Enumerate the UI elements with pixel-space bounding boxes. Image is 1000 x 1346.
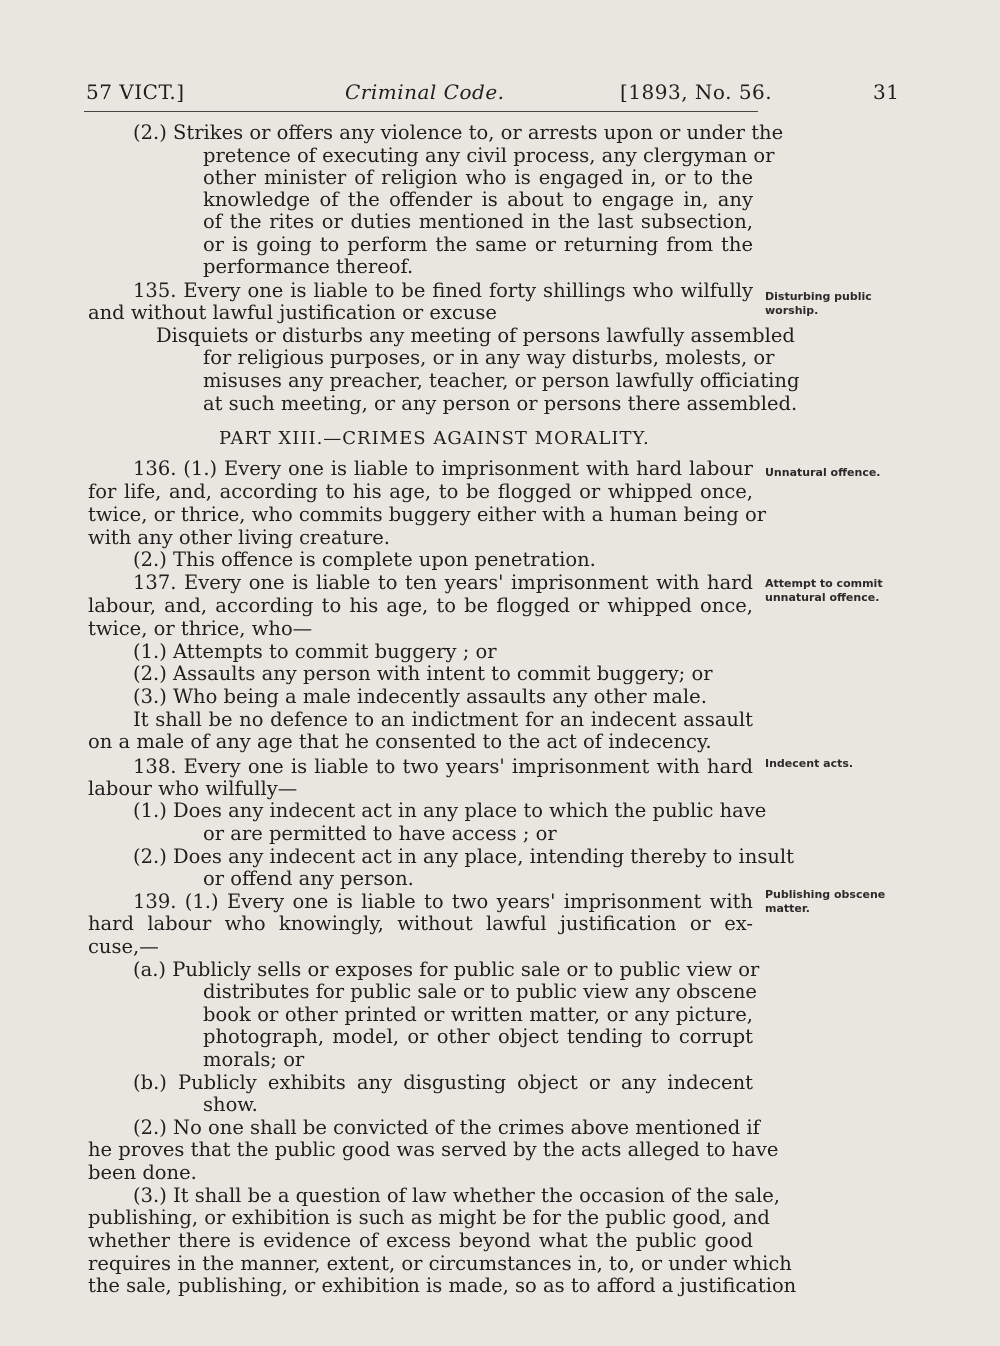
text-line: labour who wilfully— bbox=[88, 777, 298, 800]
text-line: knowledge of the offender is about to engage in, any bbox=[203, 188, 753, 211]
text-line: hard labour who knowingly, without lawful justification or ex- bbox=[88, 912, 753, 935]
text-line: (2.) No one shall be convicted of the crimes above mentioned if bbox=[133, 1116, 760, 1139]
text-line: publishing, or exhibition is such as might be for the public good, and bbox=[88, 1206, 770, 1229]
header-year-number: [1893, No. 56. bbox=[620, 80, 773, 104]
text-line: (b.) Publicly exhibits any disgusting object or any indecent bbox=[133, 1071, 753, 1094]
text-line: misuses any preacher, teacher, or person lawfully officiating bbox=[203, 369, 800, 392]
text-line: he proves that the public good was served by the acts alleged to have bbox=[88, 1138, 779, 1161]
text-line: distributes for public sale or to public view any obscene bbox=[203, 980, 757, 1003]
text-line: or are permitted to have access ; or bbox=[203, 822, 557, 845]
text-line: show. bbox=[203, 1093, 258, 1116]
part-heading: PART XIII.—CRIMES AGAINST MORALITY. bbox=[219, 428, 650, 449]
text-line: (1.) Attempts to commit buggery ; or bbox=[133, 640, 497, 663]
text-line: Disquiets or disturbs any meeting of persons lawfully assembled bbox=[156, 324, 795, 347]
text-line: twice, or thrice, who commits buggery either with a human being or bbox=[88, 503, 767, 526]
text-line: (3.) It shall be a question of law whether the occasion of the sale, bbox=[133, 1184, 780, 1207]
section-135-start: 135. Every one is liable to be fined forty shillings who wilfully bbox=[133, 279, 753, 302]
text-line: (3.) Who being a male indecently assaults any other male. bbox=[133, 685, 707, 708]
section-139-start: 139. (1.) Every one is liable to two years' imprisonment with bbox=[133, 890, 753, 913]
text-line: (2.) Strikes or offers any violence to, or arrests upon or under the bbox=[133, 121, 784, 144]
text-line: (2.) Assaults any person with intent to commit buggery; or bbox=[133, 662, 713, 685]
header-act: 57 VICT.] bbox=[86, 80, 185, 104]
side-note: Attempt to commit unnatural offence. bbox=[765, 577, 883, 604]
text-line: for religious purposes, or in any way disturbs, molests, or bbox=[203, 346, 775, 369]
text-line: cuse,— bbox=[88, 935, 159, 958]
text-line: and without lawful justification or excuse bbox=[88, 301, 497, 324]
text-line: of the rites or duties mentioned in the last subsection, bbox=[203, 210, 753, 233]
page-number: 31 bbox=[873, 80, 900, 104]
text-line: (a.) Publicly sells or exposes for public sale or to public view or bbox=[133, 958, 760, 981]
header-rule bbox=[84, 111, 758, 112]
section-136-start: 136. (1.) Every one is liable to imprisonment with hard labour bbox=[133, 457, 753, 480]
text-line: whether there is evidence of excess beyond what the public good bbox=[88, 1229, 753, 1252]
text-line: twice, or thrice, who— bbox=[88, 617, 313, 640]
text-line: for life, and, according to his age, to be flogged or whipped once, bbox=[88, 480, 753, 503]
header-title: Criminal Code. bbox=[345, 80, 505, 104]
text-line: at such meeting, or any person or persons there assembled. bbox=[203, 392, 798, 415]
text-line: or offend any person. bbox=[203, 867, 414, 890]
text-line: book or other printed or written matter, or any picture, bbox=[203, 1003, 753, 1026]
side-note: Publishing obscene matter. bbox=[765, 888, 886, 915]
text-line: other minister of religion who is engaged in, or to the bbox=[203, 166, 753, 189]
text-line: morals; or bbox=[203, 1048, 305, 1071]
text-line: or is going to perform the same or returning from the bbox=[203, 233, 753, 256]
text-line: requires in the manner, extent, or circumstances in, to, or under which bbox=[88, 1252, 792, 1275]
side-note: Unnatural offence. bbox=[765, 466, 881, 479]
text-line: on a male of any age that he consented to the act of indecency. bbox=[88, 730, 712, 753]
text-line: been done. bbox=[88, 1161, 197, 1184]
text-line: with any other living creature. bbox=[88, 526, 390, 549]
text-line: labour, and, according to his age, to be flogged or whipped once, bbox=[88, 594, 753, 617]
text-line: (2.) This offence is complete upon penetration. bbox=[133, 548, 596, 571]
side-note: Indecent acts. bbox=[765, 757, 854, 770]
section-137-start: 137. Every one is liable to ten years' imprisonment with hard bbox=[133, 571, 753, 594]
text-line: photograph, model, or other object tending to corrupt bbox=[203, 1025, 753, 1048]
text-line: (1.) Does any indecent act in any place to which the public have bbox=[133, 799, 767, 822]
text-line: the sale, publishing, or exhibition is made, so as to afford a justification bbox=[88, 1274, 797, 1297]
text-line: It shall be no defence to an indictment for an indecent assault bbox=[133, 708, 753, 731]
text-line: pretence of executing any civil process, any clergyman or bbox=[203, 144, 775, 167]
text-line: (2.) Does any indecent act in any place, intending thereby to insult bbox=[133, 845, 794, 868]
text-line: performance thereof. bbox=[203, 255, 414, 278]
side-note: Disturbing public worship. bbox=[765, 290, 872, 317]
section-138-start: 138. Every one is liable to two years' imprisonment with hard bbox=[133, 755, 753, 778]
